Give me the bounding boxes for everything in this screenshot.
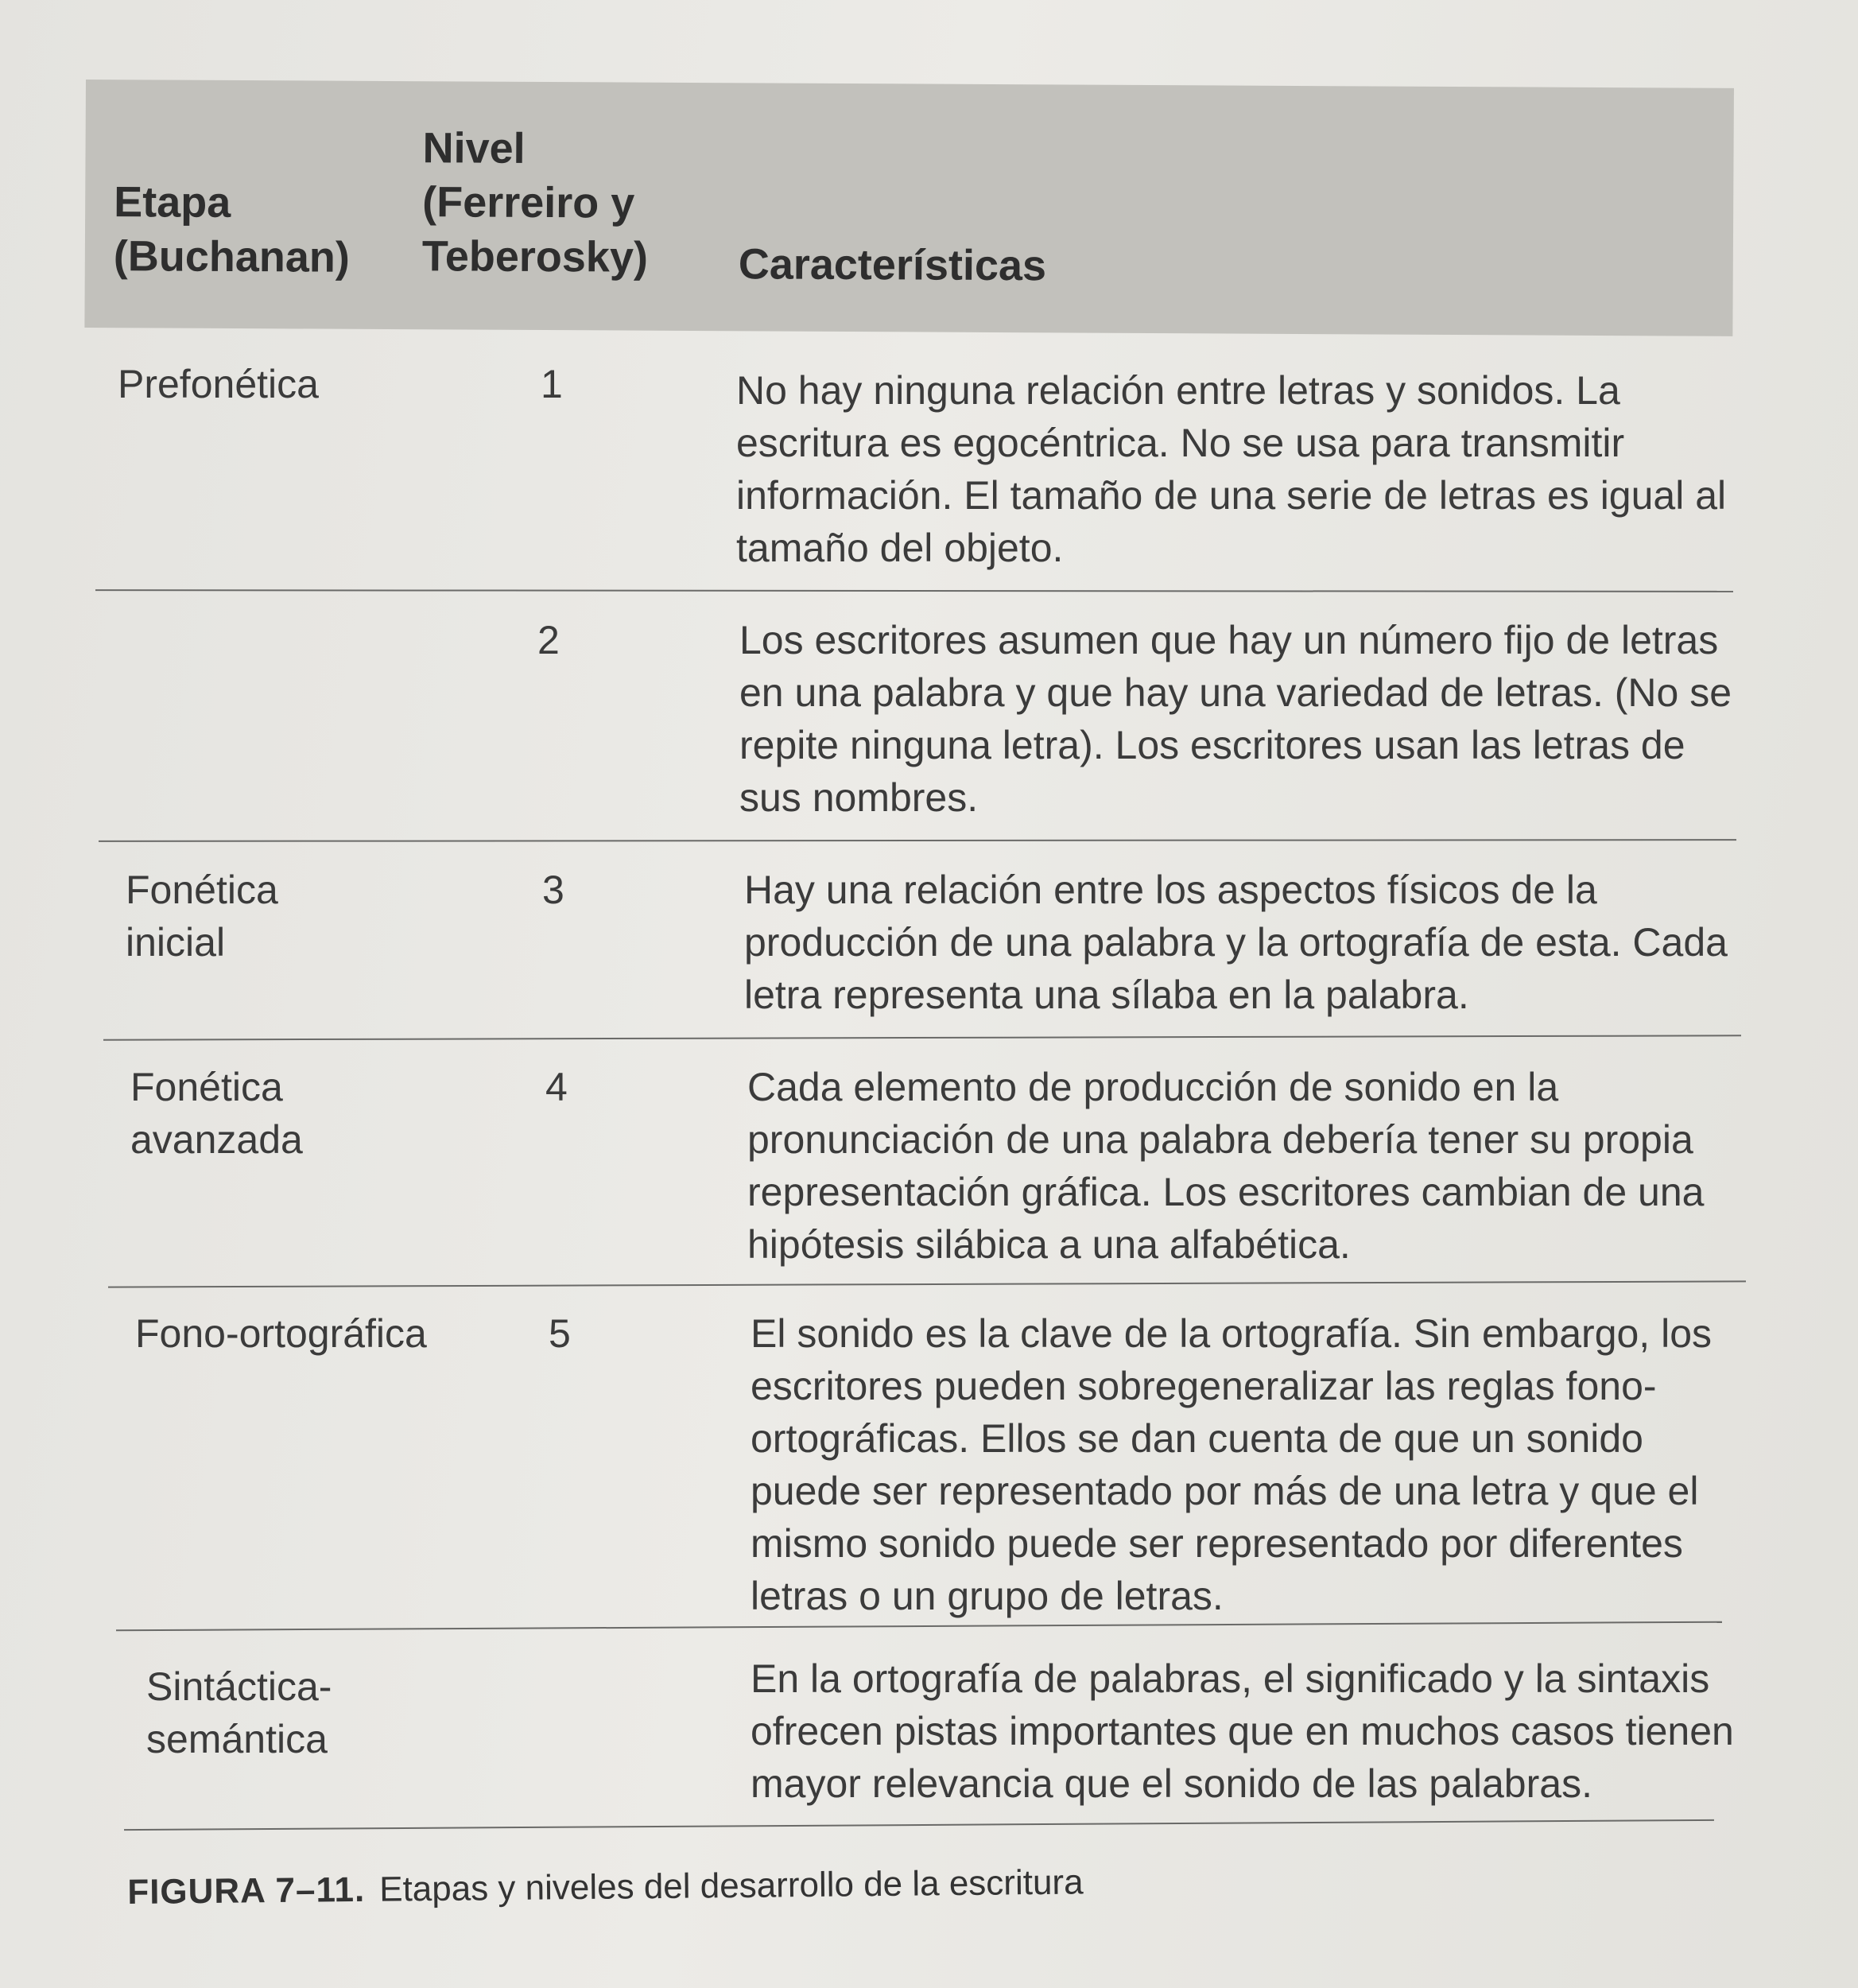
row-divider: [103, 1035, 1741, 1040]
row-divider: [116, 1621, 1722, 1632]
row-divider: [108, 1280, 1746, 1287]
cell-caracteristicas: Cada elemento de producción de sonido en la pronunciación de una palabra debería tener su propia representación gráfica. Los escritores cambian de una hipótesis silábica a una alfabética.: [747, 1065, 1705, 1267]
row-divider: [124, 1819, 1714, 1831]
figure-caption: [127, 1860, 1084, 1915]
figure-caption-text: Etapas y niveles del desarrollo de la escritura: [378, 1862, 1084, 1909]
header-nivel: Nivel (Ferreiro y Teberosky): [421, 124, 649, 282]
cell-nivel: 1: [541, 362, 563, 406]
cell-etapa: Fonética inicial: [126, 868, 278, 965]
header-caracteristicas: Características: [738, 240, 1047, 290]
cell-nivel: 3: [542, 868, 564, 912]
cell-etapa: Prefonética: [118, 362, 319, 406]
cell-etapa: Fonética avanzada: [130, 1065, 303, 1162]
cell-etapa: Fono-ortográfica: [135, 1311, 427, 1356]
cell-caracteristicas: En la ortografía de palabras, el significado y la sintaxis ofrecen pistas importantes que en muchos casos tienen mayor relevancia que el sonido de las palabras.: [751, 1656, 1734, 1806]
cell-nivel: 4: [545, 1065, 568, 1109]
cell-caracteristicas: Los escritores asumen que hay un número fijo de letras en una palabra y que hay una variedad de letras. (No se repite ninguna letra). Los escritores usan las letras de sus nombres.: [739, 618, 1732, 820]
cell-nivel: 2: [537, 618, 560, 662]
row-divider: [99, 839, 1736, 842]
header-etapa: Etapa (Buchanan): [113, 178, 350, 282]
cell-nivel: 5: [549, 1311, 571, 1356]
table-header: [84, 80, 1734, 336]
cell-caracteristicas: Hay una relación entre los aspectos físicos de la producción de una palabra y la ortografía de esta. Cada letra representa una sílaba en la palabra.: [744, 868, 1728, 1017]
figure-label: FIGURA 7–11.: [127, 1870, 366, 1912]
cell-etapa: Sintáctica- semántica: [146, 1664, 332, 1761]
cell-caracteristicas: El sonido es la clave de la ortografía. Sin embargo, los escritores pueden sobregeneralizar las reglas fono-ortográficas. Ellos se dan cuenta de que un sonido puede ser representado por más de una letra y que el mismo sonido puede ser representado por diferentes letras o un grupo de letras.: [751, 1311, 1713, 1618]
row-divider: [95, 589, 1733, 592]
cell-caracteristicas: No hay ninguna relación entre letras y sonidos. La escritura es egocéntrica. No se usa para transmitir información. El tamaño de una serie de letras es igual al tamaño del objeto.: [736, 368, 1727, 570]
